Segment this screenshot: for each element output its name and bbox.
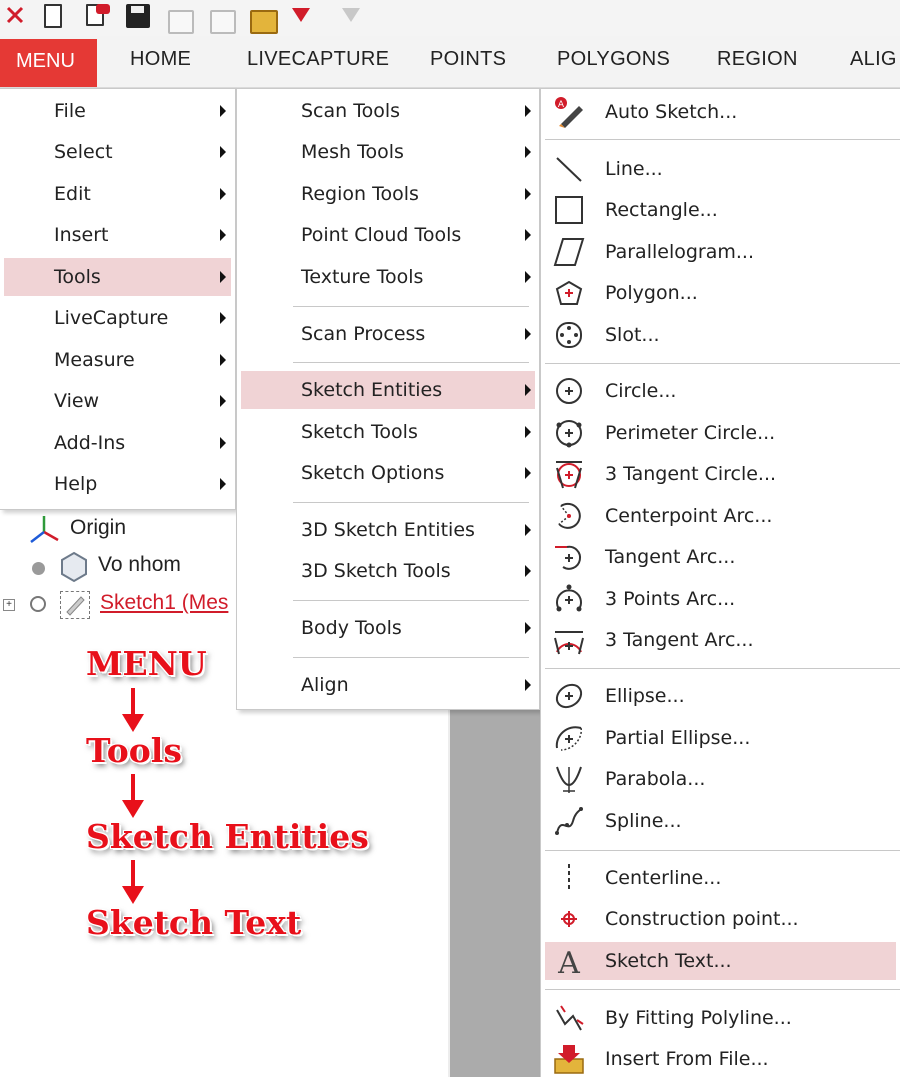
sketch-pencil-icon — [60, 591, 90, 619]
submenu-arrow-icon — [220, 354, 226, 366]
ribbon-tab-bar — [0, 36, 900, 88]
svg-text:A: A — [557, 100, 565, 110]
submenu-arrow-icon — [525, 146, 531, 158]
line-icon — [553, 153, 585, 185]
menu-separator — [293, 362, 529, 363]
visibility-dot-icon[interactable] — [32, 562, 45, 575]
menu-item-help[interactable]: Help — [4, 465, 231, 503]
submenu-arrow-icon — [220, 437, 226, 449]
menu-item-insert-from-file[interactable]: Insert From File... — [545, 1040, 896, 1077]
menu-item-add-ins[interactable]: Add-Ins — [4, 424, 231, 462]
sketch-entities-submenu — [540, 88, 900, 1077]
mesh-body-icon — [58, 551, 90, 589]
menu-separator — [293, 600, 529, 601]
menu-item-mesh-tools[interactable]: Mesh Tools — [241, 133, 535, 171]
centerline-icon — [553, 862, 585, 894]
submenu-arrow-icon — [525, 426, 531, 438]
tab-home[interactable]: HOME — [130, 48, 192, 70]
submenu-arrow-icon — [220, 271, 226, 283]
menu-item-body-tools[interactable]: Body Tools — [241, 609, 535, 647]
tab-region[interactable]: REGION — [717, 48, 798, 70]
construction-point-icon — [553, 903, 585, 935]
tree-item-origin[interactable] — [0, 514, 236, 546]
menu-item-measure[interactable]: Measure — [4, 341, 231, 379]
folder-icon[interactable] — [168, 10, 194, 34]
menu-item-3d-sketch-entities[interactable]: 3D Sketch Entities — [241, 511, 535, 549]
menu-item-sketch-options[interactable]: Sketch Options — [241, 454, 535, 492]
submenu-arrow-icon — [220, 188, 226, 200]
menu-separator — [293, 502, 529, 503]
tangent-circle-icon — [553, 458, 585, 490]
menu-separator — [293, 306, 529, 307]
tree-item-label: Sketch1 (Mes — [100, 591, 229, 614]
menu-item-parallelogram[interactable]: Parallelogram... — [545, 233, 896, 271]
menu-item-spline[interactable]: Spline... — [545, 802, 896, 840]
submenu-arrow-icon — [525, 328, 531, 340]
menu-item-select[interactable]: Select — [4, 133, 231, 171]
tab-align[interactable]: ALIG — [850, 48, 897, 70]
menu-separator — [293, 657, 529, 658]
import-icon[interactable] — [292, 8, 310, 32]
svg-text:A: A — [558, 946, 580, 977]
submenu-arrow-icon — [525, 622, 531, 634]
tree-item-vo-nhom[interactable] — [0, 551, 236, 583]
spline-icon — [553, 805, 585, 837]
submenu-arrow-icon — [525, 271, 531, 283]
menu-item-scan-tools[interactable]: Scan Tools — [241, 92, 535, 130]
menu-item-by-fitting-polyline[interactable]: By Fitting Polyline... — [545, 999, 896, 1037]
insert-file-icon — [553, 1043, 585, 1075]
menu-separator — [545, 139, 900, 140]
menu-item-3-points-arc[interactable]: 3 Points Arc... — [545, 580, 896, 618]
tab-menu[interactable]: MENU — [0, 39, 97, 87]
menu-separator — [545, 363, 900, 364]
submenu-arrow-icon — [220, 312, 226, 324]
menu-separator — [545, 668, 900, 669]
save-icon[interactable] — [126, 4, 150, 28]
tree-item-label: Vo nhom — [98, 553, 181, 576]
open-folder-icon[interactable] — [250, 10, 278, 34]
menu-item-edit[interactable]: Edit — [4, 175, 231, 213]
fitting-polyline-icon — [553, 1002, 585, 1034]
menu-item-parabola[interactable]: Parabola... — [545, 760, 896, 798]
menu-item-auto-sketch[interactable]: A Auto Sketch... — [545, 93, 896, 131]
menu-item-sketch-text[interactable]: A Sketch Text... — [545, 942, 896, 980]
submenu-arrow-icon — [525, 524, 531, 536]
submenu-arrow-icon — [525, 679, 531, 691]
menu-item-slot[interactable]: Slot... — [545, 316, 896, 354]
submenu-arrow-icon — [525, 384, 531, 396]
annotation-arrow-icon — [118, 688, 148, 734]
tree-item-label: Origin — [70, 516, 127, 539]
submenu-arrow-icon — [525, 105, 531, 117]
menu-item-centerpoint-arc[interactable]: Centerpoint Arc... — [545, 497, 896, 535]
tree-item-sketch1[interactable] — [0, 589, 236, 621]
menu-item-3d-sketch-tools[interactable]: 3D Sketch Tools — [241, 552, 535, 590]
menu-item-view[interactable]: View — [4, 382, 231, 420]
centerpoint-arc-icon — [553, 500, 585, 532]
submenu-arrow-icon — [220, 105, 226, 117]
parabola-icon — [553, 763, 585, 795]
submenu-arrow-icon — [220, 478, 226, 490]
annotation-step-sketch-text: Sketch Text — [86, 903, 302, 942]
menu-item-file[interactable]: File — [4, 92, 231, 130]
submenu-arrow-icon — [525, 229, 531, 241]
expand-icon[interactable]: + — [3, 599, 15, 611]
submenu-arrow-icon — [525, 188, 531, 200]
new-document-icon[interactable] — [44, 4, 62, 28]
menu-item-point-cloud-tools[interactable]: Point Cloud Tools — [241, 216, 535, 254]
submenu-arrow-icon — [220, 229, 226, 241]
perimeter-circle-icon — [553, 417, 585, 449]
slot-icon — [553, 319, 585, 351]
folder-icon[interactable] — [210, 10, 236, 34]
tangent-arc-icon — [553, 541, 585, 573]
menu-item-livecapture[interactable]: LiveCapture — [4, 299, 231, 337]
menu-item-region-tools[interactable]: Region Tools — [241, 175, 535, 213]
menu-item-texture-tools[interactable]: Texture Tools — [241, 258, 535, 296]
submenu-arrow-icon — [525, 565, 531, 577]
submenu-arrow-icon — [220, 146, 226, 158]
submenu-arrow-icon — [220, 395, 226, 407]
annotation-arrow-icon — [118, 774, 148, 820]
menu-item-circle[interactable]: Circle... — [545, 372, 896, 410]
menu-item-tools[interactable]: Tools — [4, 258, 231, 296]
suppressed-icon — [30, 596, 46, 612]
annotation-step-tools: Tools — [86, 731, 182, 770]
menu-item-partial-ellipse[interactable]: Partial Ellipse... — [545, 719, 896, 757]
partial-ellipse-icon — [553, 722, 585, 754]
tab-livecapture[interactable]: LIVECAPTURE — [247, 48, 390, 70]
menu-item-centerline[interactable]: Centerline... — [545, 859, 896, 897]
menu-item-sketch-entities[interactable]: Sketch Entities — [241, 371, 535, 409]
open-document-icon[interactable] — [86, 4, 112, 28]
annotation-arrow-icon — [118, 860, 148, 906]
menu-item-align[interactable]: Align — [241, 666, 535, 704]
menu-item-insert[interactable]: Insert — [4, 216, 231, 254]
parallelogram-icon — [553, 236, 585, 268]
ellipse-icon — [553, 680, 585, 712]
tools-submenu — [236, 88, 540, 710]
annotation-step-menu: MENU — [86, 644, 207, 683]
menu-separator — [545, 989, 900, 990]
menu-item-perimeter-circle[interactable]: Perimeter Circle... — [545, 414, 896, 452]
annotation-step-sketch-entities: Sketch Entities — [86, 817, 369, 856]
menu-item-polygon[interactable]: Polygon... — [545, 274, 896, 312]
auto-sketch-icon — [553, 96, 585, 128]
app-icon[interactable] — [6, 6, 24, 24]
menu-item-line[interactable]: Line... — [545, 150, 896, 188]
three-tangent-arc-icon — [553, 624, 585, 656]
menu-item-3-tangent-arc[interactable]: 3 Tangent Arc... — [545, 621, 896, 659]
quick-access-toolbar — [0, 0, 900, 36]
menu-item-tangent-arc[interactable]: Tangent Arc... — [545, 538, 896, 576]
menu-item-construction-point[interactable]: Construction point... — [545, 900, 896, 938]
polygon-icon — [553, 277, 585, 309]
tab-polygons[interactable]: POLYGONS — [557, 48, 671, 70]
sketch-text-icon — [553, 945, 585, 977]
menu-item-rectangle[interactable]: Rectangle... — [545, 191, 896, 229]
menu-item-ellipse[interactable]: Ellipse... — [545, 677, 896, 715]
menu-item-3-tangent-circle[interactable]: 3 Tangent Circle... — [545, 455, 896, 493]
origin-axes-icon — [28, 514, 62, 552]
three-points-arc-icon — [553, 583, 585, 615]
menu-item-sketch-tools[interactable]: Sketch Tools — [241, 413, 535, 451]
main-menu — [0, 88, 236, 510]
submenu-arrow-icon — [525, 467, 531, 479]
menu-separator — [545, 850, 900, 851]
tab-points[interactable]: POINTS — [430, 48, 507, 70]
circle-icon — [553, 375, 585, 407]
rectangle-icon — [553, 194, 585, 226]
menu-item-scan-process[interactable]: Scan Process — [241, 315, 535, 353]
export-icon[interactable] — [342, 8, 360, 32]
